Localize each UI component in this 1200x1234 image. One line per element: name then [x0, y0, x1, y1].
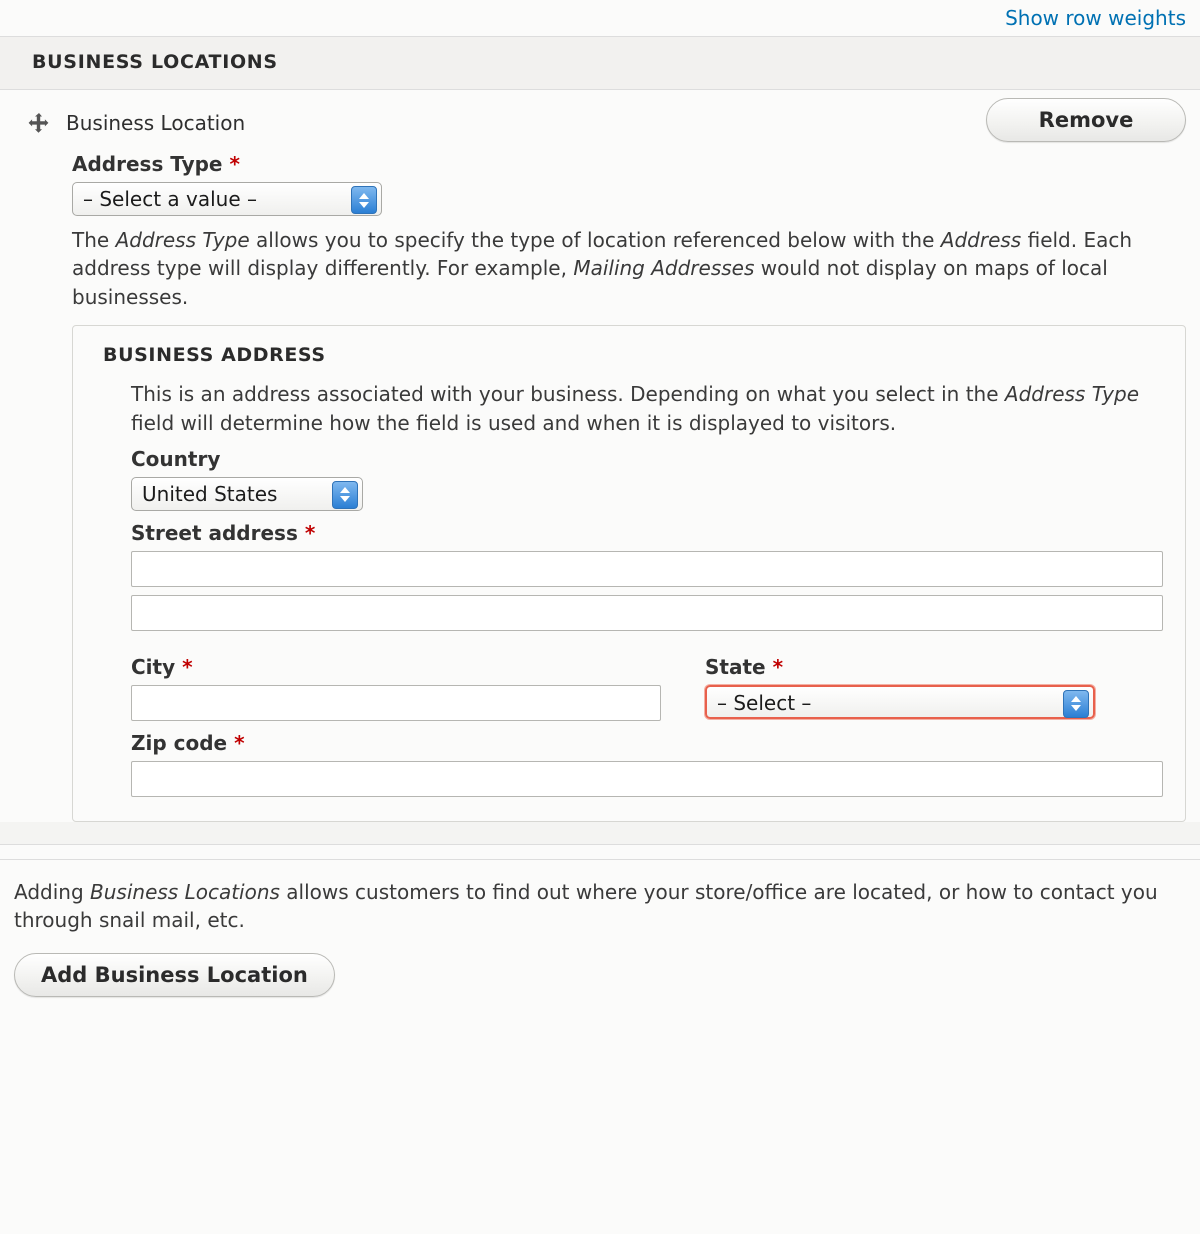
address-type-description: [72, 226, 1137, 311]
desc-part-4: would not display on maps of local businesses.: [72, 256, 1108, 309]
city-required-marker: *: [182, 654, 193, 679]
zip-code-required-marker: *: [234, 730, 245, 755]
state-label: [705, 655, 1095, 679]
state-required-marker: *: [772, 654, 784, 679]
business-address-fields: [131, 447, 1163, 797]
country-selected-value: United States: [142, 481, 278, 506]
desc-part-1: The: [72, 228, 116, 252]
desc-part-2: allows you to specify the type of location referenced below with the: [249, 228, 941, 252]
address-type-required-marker: *: [229, 152, 240, 176]
business-locations-description: [14, 878, 1164, 935]
state-select[interactable]: [705, 685, 1095, 719]
chevron-updown-icon: [332, 481, 358, 509]
show-row-weights-link[interactable]: Show row weights: [1005, 6, 1186, 30]
business-address-legend: BUSINESS ADDRESS: [103, 344, 326, 367]
chevron-updown-icon: [351, 186, 377, 214]
footer-part-2: allows customers to find out where your store/office are located, or how to contact you through snail mail, etc.: [14, 879, 1158, 933]
city-input[interactable]: [131, 685, 661, 721]
business-location-item-title: Business Location: [66, 111, 246, 135]
business-location-item-header: [0, 90, 1200, 142]
business-locations-body: [0, 90, 1200, 822]
city-label-text: City: [131, 654, 176, 679]
remove-button[interactable]: Remove: [986, 98, 1186, 142]
ba-desc-part-1: This is an address associated with your business. Depending on what you select in the: [131, 382, 1005, 407]
street-address-required-marker: *: [304, 520, 316, 545]
business-locations-fieldset: [0, 36, 1200, 845]
chevron-updown-icon: [1063, 690, 1089, 718]
state-selected-value: – Select –: [717, 690, 812, 715]
country-select[interactable]: [131, 477, 363, 511]
footer-part-1: Adding: [14, 879, 91, 904]
address-type-field: [0, 152, 1200, 311]
city-label: [131, 655, 661, 679]
zip-code-label-text: Zip code: [131, 730, 228, 755]
ba-desc-em-1: Address Type: [1004, 382, 1140, 407]
desc-em-1: Address Type: [115, 228, 250, 252]
row-weights-toolbar: [0, 0, 1200, 36]
business-locations-legend: BUSINESS LOCATIONS: [0, 37, 1200, 90]
street-address-label: [131, 521, 1163, 545]
city-state-row: [131, 645, 1163, 721]
street-address-line1-input[interactable]: [131, 551, 1163, 587]
desc-part-3: field. Each address type will display differently. For example,: [72, 228, 1133, 281]
state-field: [705, 645, 1095, 721]
address-type-label: [72, 152, 1186, 176]
add-business-location-button[interactable]: Add Business Location: [14, 953, 335, 997]
business-locations-footer: [0, 859, 1200, 997]
footer-em-1: Business Locations: [90, 879, 280, 904]
business-address-fieldset: [72, 325, 1186, 822]
zip-code-input[interactable]: [131, 761, 1163, 797]
city-field: [131, 645, 661, 721]
business-address-description: [131, 380, 1146, 437]
move-cross-icon[interactable]: [26, 110, 52, 136]
street-address-line2-input[interactable]: [131, 595, 1163, 631]
street-address-label-text: Street address: [131, 520, 298, 545]
address-type-label-text: Address Type: [72, 152, 223, 176]
desc-em-2: Address: [940, 228, 1022, 252]
country-label: Country: [131, 446, 221, 471]
address-type-selected-value: – Select a value –: [83, 187, 258, 211]
address-type-select[interactable]: [72, 182, 382, 216]
desc-em-3: Mailing Addresses: [573, 256, 755, 281]
state-label-text: State: [705, 654, 766, 679]
ba-desc-part-2: field will determine how the field is used and when it is displayed to visitors.: [131, 410, 897, 435]
zip-code-label: [131, 731, 1163, 755]
